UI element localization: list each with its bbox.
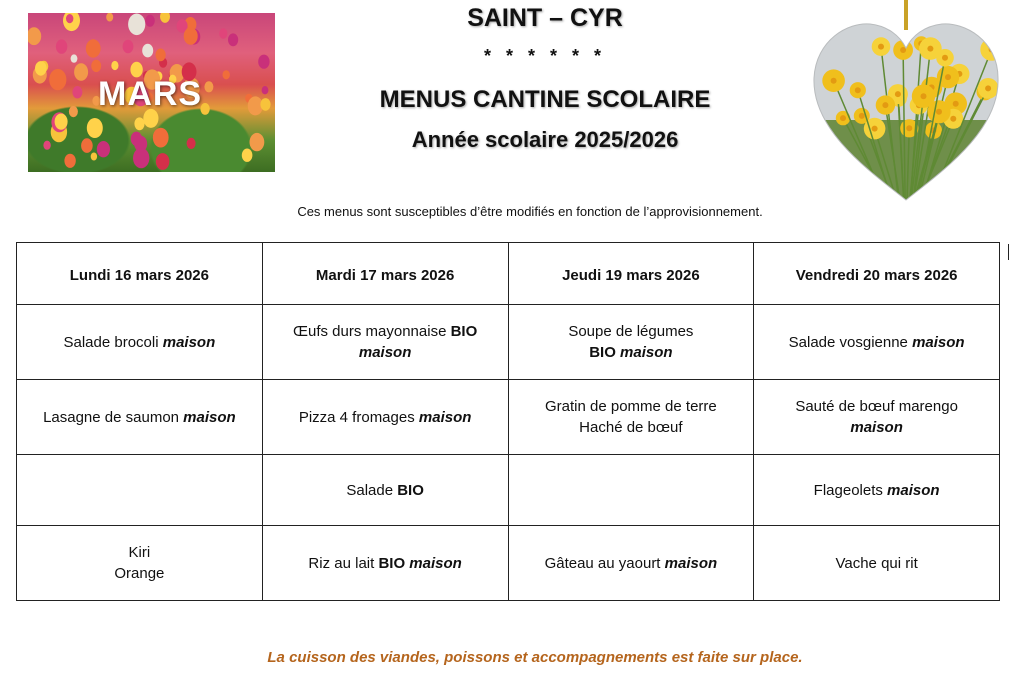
daffodil-heart-image <box>808 0 1004 205</box>
dish-tag: BIO <box>450 323 478 340</box>
dish-tag: maison <box>887 481 940 499</box>
supply-note: Ces menus sont susceptibles d’être modifiés en fonction de l’approvisionnement. <box>297 204 763 219</box>
daffodil-center <box>855 87 861 93</box>
menu-cell <box>508 526 754 601</box>
tulip-flower <box>204 81 213 92</box>
tulip-flower <box>72 86 82 98</box>
dish-text: Œufs durs mayonnaise <box>293 323 451 340</box>
tulip-flower <box>187 138 196 149</box>
tulip-flower <box>258 55 269 69</box>
menu-cell <box>17 526 263 601</box>
text-cursor <box>1008 244 1009 260</box>
tulip-flower <box>106 13 113 22</box>
daffodil-center <box>878 44 884 50</box>
tulip-flower <box>142 44 153 58</box>
tulip-flower <box>128 14 145 36</box>
tulip-flower <box>87 118 103 138</box>
tulip-flower <box>69 106 78 117</box>
tulip-flower <box>223 70 230 79</box>
daffodil-center <box>831 78 837 84</box>
city-title: SAINT – CYR <box>467 4 623 32</box>
menu-table <box>16 242 1000 601</box>
dish-tag: maison <box>912 333 965 351</box>
tulip-flower <box>184 27 198 44</box>
tulip-flower <box>49 69 66 90</box>
menu-cell <box>262 526 508 601</box>
tulip-flower <box>260 98 270 111</box>
school-year: Année scolaire 2025/2026 <box>411 127 679 152</box>
tulip-flower <box>81 138 93 153</box>
footer-note: La cuisson des viandes, poissons et accompagnements est faite sur place. <box>267 649 803 666</box>
tulip-flower <box>55 114 68 130</box>
dish-text: Gâteau au yaourt <box>544 554 665 572</box>
tulip-flower <box>153 128 169 148</box>
dish-text: Gratin de pomme de terre <box>545 398 717 415</box>
menu-cell <box>508 305 754 380</box>
dish-text: Lasagne de saumon <box>43 408 184 426</box>
dish-text: Salade <box>346 481 398 499</box>
tulip-flower <box>156 49 166 62</box>
dish-text: Orange <box>114 565 165 582</box>
daffodil-center <box>953 101 959 107</box>
dish-tag: maison <box>162 333 216 351</box>
tulip-flower <box>242 149 253 162</box>
daffodil-center <box>840 115 846 121</box>
daffodil-center <box>927 46 933 52</box>
day-header: Lundi 16 mars 2026 <box>17 243 263 305</box>
menu-title: MENUS CANTINE SCOLAIRE <box>379 86 711 113</box>
table-row <box>17 305 1000 380</box>
tulip-flower <box>43 141 50 150</box>
daffodil-center <box>895 91 901 97</box>
daffodil-center <box>872 126 878 132</box>
tulip-flower <box>123 40 134 53</box>
dish-tag: BIO <box>378 554 410 572</box>
tulip-flower <box>219 28 227 38</box>
day-header: Jeudi 19 mars 2026 <box>508 243 754 305</box>
tulip-flower <box>133 148 149 168</box>
stars-separator: * * * * * * <box>483 46 607 66</box>
daffodil-center <box>942 55 948 61</box>
table-header-row <box>17 243 1000 305</box>
tulip-flower <box>86 39 101 57</box>
tulip-flower <box>111 61 118 70</box>
menu-cell <box>17 455 263 526</box>
tulip-flower <box>64 154 75 168</box>
day-header: Vendredi 20 mars 2026 <box>754 243 1000 305</box>
dish-text: Pizza 4 fromages <box>298 408 419 426</box>
menu-cell <box>262 455 508 526</box>
tulip-flower <box>228 33 238 46</box>
dish-tag: maison <box>664 554 718 572</box>
menu-cell <box>262 380 508 455</box>
tulip-flower <box>160 13 170 23</box>
dish-text: Salade vosgienne <box>788 333 913 351</box>
tulip-flower <box>66 14 73 23</box>
dish-text: Sauté de bœuf marengo <box>795 398 958 415</box>
daffodil-center <box>900 47 906 53</box>
menu-cell <box>754 380 1000 455</box>
tulip-flower <box>74 63 88 81</box>
tulip-flower <box>35 61 47 76</box>
tulip-flower <box>134 117 144 130</box>
dish-tag: maison <box>358 344 412 361</box>
daffodil-center <box>936 109 942 115</box>
menu-cell <box>17 305 263 380</box>
table-row <box>17 455 1000 526</box>
table-row <box>17 526 1000 601</box>
daffodil-center <box>859 113 865 119</box>
month-label: MARS <box>98 75 203 113</box>
tulip-photo <box>28 13 275 172</box>
menu-cell <box>754 455 1000 526</box>
menu-cell <box>508 455 754 526</box>
menu-cell <box>17 380 263 455</box>
dish-text: Haché de bœuf <box>579 419 683 436</box>
tulip-flower <box>156 153 170 170</box>
tulip-flower <box>91 153 97 161</box>
daffodil-center <box>985 85 991 91</box>
dish-tag: BIO <box>589 344 621 361</box>
menu-cell <box>262 305 508 380</box>
dish-text: Salade brocoli <box>63 333 163 351</box>
daffodil-center <box>950 116 956 122</box>
dish-text: Soupe de légumes <box>568 323 694 340</box>
dish-text: Flageolets <box>813 481 888 499</box>
dish-tag: maison <box>409 554 462 572</box>
dish-tag: maison <box>418 408 472 426</box>
menu-cell <box>508 380 754 455</box>
tulip-flower <box>250 133 265 151</box>
tulip-flower <box>56 39 67 53</box>
tulip-flower <box>28 27 41 45</box>
tulip-flower <box>71 54 78 62</box>
dish-tag: maison <box>183 408 236 426</box>
dish-text: Riz au lait <box>308 554 379 572</box>
daffodil-center <box>945 74 951 80</box>
tulip-flower <box>262 86 269 94</box>
menu-cell <box>754 526 1000 601</box>
dish-tag: maison <box>850 419 903 436</box>
daffodil-center <box>921 93 927 99</box>
dish-tag: maison <box>620 344 673 361</box>
menu-cell <box>754 305 1000 380</box>
table-row <box>17 380 1000 455</box>
tulip-flower <box>91 60 101 72</box>
day-header: Mardi 17 mars 2026 <box>262 243 508 305</box>
dish-tag: BIO <box>397 481 424 499</box>
dish-text: Vache qui rit <box>835 554 918 572</box>
daffodil-center <box>906 125 912 131</box>
tulip-flower <box>97 141 110 157</box>
tulip-flower <box>145 15 155 27</box>
daffodil-center <box>882 102 888 108</box>
dish-text: Kiri <box>128 544 151 561</box>
